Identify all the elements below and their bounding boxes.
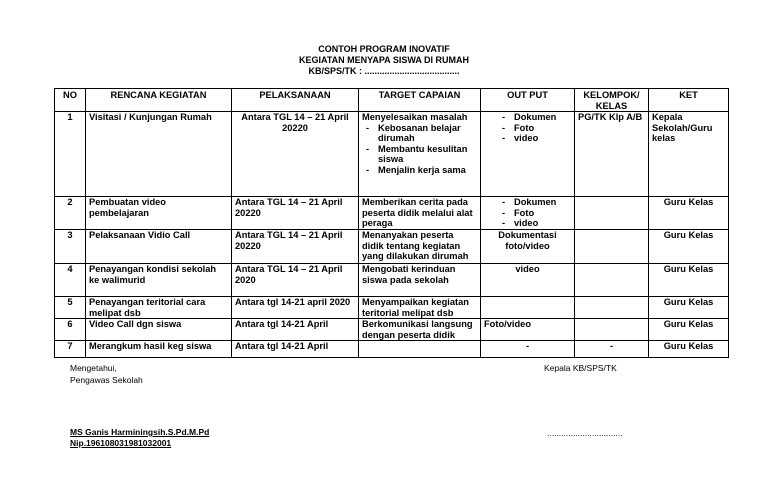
table-row bbox=[55, 297, 729, 319]
cell-rencana: Merangkum hasil keg siswa bbox=[86, 341, 232, 358]
list-item: - Dokumen bbox=[484, 112, 571, 123]
list-item: - video bbox=[484, 133, 571, 144]
cell-no: 4 bbox=[55, 264, 86, 297]
cell-no: 3 bbox=[55, 230, 86, 264]
col-header-rencana: RENCANA KEGIATAN bbox=[86, 89, 232, 112]
cell-target: Menyampaikan kegiatan teritorial melipat dsb bbox=[359, 297, 481, 319]
cell-output bbox=[481, 297, 575, 319]
cell-ket: Kepala Sekolah/Guru kelas bbox=[649, 112, 729, 197]
kepala-signature-line: ................................ bbox=[547, 428, 623, 438]
table-header-row bbox=[55, 89, 729, 112]
cell-rencana: Penayangan teritorial cara melipat dsb bbox=[86, 297, 232, 319]
cell-pelaksanaan: Antara tgl 14-21 April bbox=[232, 341, 359, 358]
col-header-ket: KET bbox=[649, 89, 729, 112]
cell-rencana: Visitasi / Kunjungan Rumah bbox=[86, 112, 232, 197]
cell-target: Memberikan cerita pada peserta didik melalui alat peraga bbox=[359, 197, 481, 230]
list-item: - Kebosanan belajar dirumah bbox=[362, 123, 477, 144]
cell-target: Berkomunikasi langsung dengan peserta didik bbox=[359, 319, 481, 341]
cell-rencana: Penayangan kondisi sekolah ke walimurid bbox=[86, 264, 232, 297]
doc-title: CONTOH PROGRAM INOVATIF bbox=[318, 44, 450, 54]
cell-pelaksanaan: Antara tgl 14-21 April bbox=[232, 319, 359, 341]
cell-kelompok: PG/TK Klp A/B bbox=[575, 112, 649, 197]
cell-pelaksanaan: Antara tgl 14-21 april 2020 bbox=[232, 297, 359, 319]
table-row bbox=[55, 197, 729, 230]
cell-ket: Guru Kelas bbox=[649, 230, 729, 264]
col-header-pelaksanaan: PELAKSANAAN bbox=[232, 89, 359, 112]
list-item: - Menjalin kerja sama bbox=[362, 165, 477, 176]
cell-ket: Guru Kelas bbox=[649, 264, 729, 297]
cell-kelompok bbox=[575, 297, 649, 319]
cell-output: Dokumentasi foto/video bbox=[481, 230, 575, 264]
output-list bbox=[484, 197, 571, 229]
table-row bbox=[55, 341, 729, 358]
cell-output bbox=[481, 112, 575, 197]
cell-kelompok bbox=[575, 230, 649, 264]
cell-pelaksanaan: Antara TGL 14 – 21 April 20220 bbox=[232, 230, 359, 264]
doc-subtitle: KEGIATAN MENYAPA SISWA DI RUMAH bbox=[298, 55, 469, 65]
cell-pelaksanaan: Antara TGL 14 – 21 April 20220 bbox=[232, 197, 359, 230]
cell-output: Foto/video bbox=[481, 319, 575, 341]
cell-target bbox=[359, 112, 481, 197]
col-header-kelompok: KELOMPOK/ KELAS bbox=[575, 89, 649, 112]
col-header-no: NO bbox=[55, 89, 86, 112]
table-row bbox=[55, 112, 729, 197]
cell-kelompok bbox=[575, 319, 649, 341]
cell-target: Menanyakan peserta didik tentang kegiatan yang dilakukan dirumah bbox=[359, 230, 481, 264]
cell-no: 5 bbox=[55, 297, 86, 319]
signature-name: MS Ganis Harminingsih.S.Pd.M.Pd bbox=[70, 427, 210, 437]
footer-kepala-label: Kepala KB/SPS/TK bbox=[544, 363, 617, 373]
footer-pengawas-label: Pengawas Sekolah bbox=[70, 375, 143, 385]
cell-rencana: Pembuatan video pembelajaran bbox=[86, 197, 232, 230]
signature-nip: Nip.196108031981032001 bbox=[70, 438, 172, 448]
table-row bbox=[55, 264, 729, 297]
list-item: - Foto bbox=[484, 123, 571, 134]
table-row bbox=[55, 230, 729, 264]
program-table bbox=[54, 88, 729, 358]
cell-ket: Guru Kelas bbox=[649, 341, 729, 358]
cell-pelaksanaan: Antara TGL 14 – 21 April 20220 bbox=[232, 112, 359, 197]
cell-no: 1 bbox=[55, 112, 86, 197]
target-intro: Menyelesaikan masalah bbox=[362, 112, 468, 122]
footer-mengetahui: Mengetahui, bbox=[70, 363, 117, 373]
cell-output: - bbox=[481, 341, 575, 358]
cell-no: 7 bbox=[55, 341, 86, 358]
list-item: - Foto bbox=[484, 208, 571, 219]
cell-ket: Guru Kelas bbox=[649, 197, 729, 230]
cell-no: 6 bbox=[55, 319, 86, 341]
cell-kelompok bbox=[575, 264, 649, 297]
list-item: - Membantu kesulitan siswa bbox=[362, 144, 477, 165]
cell-target bbox=[359, 341, 481, 358]
cell-pelaksanaan: Antara TGL 14 – 21 April 2020 bbox=[232, 264, 359, 297]
cell-no: 2 bbox=[55, 197, 86, 230]
output-list bbox=[484, 112, 571, 144]
list-item: - Dokumen bbox=[484, 197, 571, 208]
col-header-target: TARGET CAPAIAN bbox=[359, 89, 481, 112]
target-list bbox=[362, 123, 477, 176]
cell-ket: Guru Kelas bbox=[649, 297, 729, 319]
list-item: - video bbox=[484, 218, 571, 229]
cell-target: Mengobati kerinduan siswa pada sekolah bbox=[359, 264, 481, 297]
table-row bbox=[55, 319, 729, 341]
cell-rencana: Pelaksanaan Vidio Call bbox=[86, 230, 232, 264]
cell-kelompok bbox=[575, 197, 649, 230]
cell-rencana: Video Call dgn siswa bbox=[86, 319, 232, 341]
cell-kelompok: - bbox=[575, 341, 649, 358]
cell-output: video bbox=[481, 264, 575, 297]
cell-output bbox=[481, 197, 575, 230]
cell-ket: Guru Kelas bbox=[649, 319, 729, 341]
doc-school-line: KB/SPS/TK : ...................................... bbox=[308, 66, 460, 76]
col-header-output: OUT PUT bbox=[481, 89, 575, 112]
